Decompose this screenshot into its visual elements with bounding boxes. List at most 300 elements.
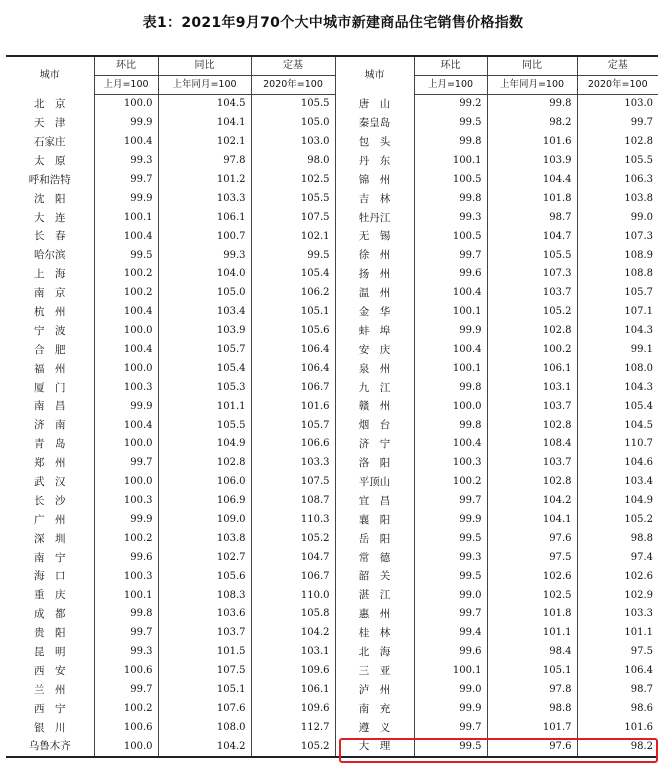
yoy-cell: 105.1: [158, 681, 251, 700]
yoy-cell: 108.0: [158, 718, 251, 737]
mom-cell-right: 99.5: [414, 114, 487, 133]
table-row: [6, 492, 658, 511]
mom-cell-right: 99.9: [414, 511, 487, 530]
yoy-cell-right: 97.5: [487, 548, 577, 567]
fixed-cell: 106.7: [251, 567, 335, 586]
city-cell: 深 圳: [34, 532, 66, 545]
fixed-cell: 98.0: [251, 152, 335, 171]
fixed-cell-right: 98.2: [577, 737, 658, 757]
city-cell-right: 惠 州: [335, 605, 414, 624]
fixed-cell: 106.1: [251, 681, 335, 700]
mom-cell-right: 100.5: [414, 171, 487, 190]
yoy-cell-right: 101.7: [487, 718, 577, 737]
yoy-cell-right: 105.1: [487, 662, 577, 681]
city-cell: 宁 波: [34, 324, 66, 337]
yoy-cell-right: 97.6: [487, 529, 577, 548]
fixed-cell: 107.5: [251, 473, 335, 492]
yoy-cell-right: 104.7: [487, 227, 577, 246]
table-row: [6, 662, 658, 681]
yoy-cell-right: 104.2: [487, 492, 577, 511]
mom-cell: 100.1: [94, 208, 158, 227]
mom-cell-right: 99.9: [414, 322, 487, 341]
mom-cell: 100.0: [94, 435, 158, 454]
table-row: [6, 189, 658, 208]
fixed-cell-right: 99.1: [577, 341, 658, 360]
city-cell-right: 赣 州: [335, 397, 414, 416]
city-cell: 兰 州: [34, 683, 66, 696]
fixed-cell: 105.2: [251, 737, 335, 757]
yoy-cell-right: 101.1: [487, 624, 577, 643]
table-row: [6, 397, 658, 416]
yoy-cell: 105.3: [158, 378, 251, 397]
yoy-header: 同比: [158, 56, 251, 76]
fixed-cell: 106.4: [251, 341, 335, 360]
mom-cell-right: 99.5: [414, 529, 487, 548]
fixed-cell: 107.5: [251, 208, 335, 227]
mom-cell-right: 99.7: [414, 605, 487, 624]
city-cell: 广 州: [34, 513, 66, 526]
fixed-cell-right: 101.6: [577, 718, 658, 737]
city-cell: 上 海: [34, 268, 66, 281]
mom-cell: 99.8: [94, 605, 158, 624]
city-cell: 北 京: [34, 97, 66, 110]
fixed-cell: 105.5: [251, 95, 335, 114]
table-row: [6, 265, 658, 284]
fixed-cell: 103.1: [251, 643, 335, 662]
fixed-cell: 104.2: [251, 624, 335, 643]
city-header: 城市: [6, 56, 94, 95]
fixed-cell-right: 104.3: [577, 378, 658, 397]
city-cell-right: 泸 州: [335, 681, 414, 700]
city-cell-right: 徐 州: [335, 246, 414, 265]
fixed-cell: 101.6: [251, 397, 335, 416]
fixed-cell-right: 105.2: [577, 511, 658, 530]
city-cell-right: 唐 山: [335, 95, 414, 114]
mom-cell: 100.6: [94, 662, 158, 681]
mom-cell: 100.4: [94, 303, 158, 322]
yoy-cell-right: 102.6: [487, 567, 577, 586]
fixed-cell: 110.3: [251, 511, 335, 530]
fixed-base-header-right: 2020年=100: [577, 76, 658, 95]
mom-cell: 100.2: [94, 284, 158, 303]
mom-cell: 100.4: [94, 341, 158, 360]
yoy-cell-right: 97.6: [487, 737, 577, 757]
city-cell-right: 丹 东: [335, 152, 414, 171]
city-cell-right: 济 宁: [335, 435, 414, 454]
yoy-cell-right: 104.1: [487, 511, 577, 530]
mom-cell: 99.9: [94, 189, 158, 208]
mom-cell: 99.7: [94, 454, 158, 473]
city-cell-right: 秦皇岛: [335, 114, 414, 133]
yoy-cell: 103.3: [158, 189, 251, 208]
yoy-cell-right: 100.2: [487, 341, 577, 360]
fixed-cell-right: 104.9: [577, 492, 658, 511]
fixed-cell: 106.6: [251, 435, 335, 454]
yoy-cell: 106.0: [158, 473, 251, 492]
table-row: [6, 416, 658, 435]
fixed-cell-right: 98.6: [577, 700, 658, 719]
price-index-table: [6, 55, 658, 758]
mom-cell-right: 99.6: [414, 643, 487, 662]
fixed-cell: 105.6: [251, 322, 335, 341]
yoy-cell-right: 102.5: [487, 586, 577, 605]
mom-cell: 99.9: [94, 397, 158, 416]
yoy-cell-right: 103.9: [487, 152, 577, 171]
yoy-cell: 106.1: [158, 208, 251, 227]
mom-cell: 99.7: [94, 624, 158, 643]
fixed-base-header: 2020年=100: [251, 76, 335, 95]
table-row: [6, 303, 658, 322]
city-cell-right: 九 江: [335, 378, 414, 397]
table-row: [6, 378, 658, 397]
yoy-cell: 105.5: [158, 416, 251, 435]
mom-cell-right: 100.4: [414, 341, 487, 360]
fixed-cell-right: 102.8: [577, 133, 658, 152]
city-cell: 太 原: [34, 154, 66, 167]
yoy-cell: 104.9: [158, 435, 251, 454]
header-row: [6, 56, 658, 76]
fixed-cell: 112.7: [251, 718, 335, 737]
mom-cell: 100.4: [94, 227, 158, 246]
mom-cell: 100.2: [94, 700, 158, 719]
fixed-cell-right: 104.5: [577, 416, 658, 435]
mom-cell-right: 99.6: [414, 265, 487, 284]
mom-base-header: 上月=100: [94, 76, 158, 95]
mom-header-right: 环比: [414, 56, 487, 76]
mom-cell: 100.3: [94, 567, 158, 586]
city-cell-right: 金 华: [335, 303, 414, 322]
yoy-cell-right: 104.4: [487, 171, 577, 190]
mom-cell-right: 99.9: [414, 700, 487, 719]
yoy-cell: 102.8: [158, 454, 251, 473]
yoy-cell-right: 97.8: [487, 681, 577, 700]
table-row: [6, 359, 658, 378]
yoy-cell: 101.5: [158, 643, 251, 662]
table-row: [6, 605, 658, 624]
fixed-cell: 105.7: [251, 416, 335, 435]
fixed-cell-right: 107.1: [577, 303, 658, 322]
city-cell: 重 庆: [34, 589, 66, 602]
yoy-header-right: 同比: [487, 56, 577, 76]
mom-cell: 99.3: [94, 643, 158, 662]
fixed-cell: 106.7: [251, 378, 335, 397]
yoy-base-header-right: 上年同月=100: [487, 76, 577, 95]
table-row: [6, 700, 658, 719]
mom-cell-right: 99.7: [414, 246, 487, 265]
mom-cell: 100.2: [94, 529, 158, 548]
city-cell-right: 岳 阳: [335, 529, 414, 548]
city-cell: 天 津: [34, 117, 66, 130]
table-row: [6, 548, 658, 567]
fixed-cell-right: 104.6: [577, 454, 658, 473]
city-cell: 银 川: [34, 721, 66, 734]
mom-cell-right: 99.7: [414, 492, 487, 511]
fixed-cell-right: 103.0: [577, 95, 658, 114]
yoy-cell-right: 103.7: [487, 397, 577, 416]
mom-cell-right: 100.3: [414, 454, 487, 473]
mom-cell-right: 100.1: [414, 303, 487, 322]
fixed-cell-right: 103.3: [577, 605, 658, 624]
fixed-cell: 106.4: [251, 359, 335, 378]
city-cell: 杭 州: [34, 305, 66, 318]
city-cell: 济 南: [34, 419, 66, 432]
fixed-cell-right: 101.1: [577, 624, 658, 643]
yoy-cell: 104.2: [158, 737, 251, 757]
mom-cell-right: 100.1: [414, 662, 487, 681]
fixed-cell-right: 103.4: [577, 473, 658, 492]
mom-cell: 99.9: [94, 114, 158, 133]
yoy-cell: 103.8: [158, 529, 251, 548]
yoy-cell: 105.7: [158, 341, 251, 360]
table-row: [6, 586, 658, 605]
fixed-cell-right: 108.9: [577, 246, 658, 265]
city-cell-right: 无 锡: [335, 227, 414, 246]
city-cell-right: 襄 阳: [335, 511, 414, 530]
city-cell-right: 韶 关: [335, 567, 414, 586]
mom-cell: 99.6: [94, 548, 158, 567]
city-cell: 成 都: [34, 608, 66, 621]
mom-base-header-right: 上月=100: [414, 76, 487, 95]
city-cell: 沈 阳: [34, 192, 66, 205]
table-row: [6, 322, 658, 341]
city-cell-right: 锦 州: [335, 171, 414, 190]
yoy-cell-right: 98.8: [487, 700, 577, 719]
table-row: [6, 737, 658, 757]
yoy-cell-right: 101.8: [487, 189, 577, 208]
city-cell: 南 京: [34, 287, 66, 300]
city-cell-right: 大 理: [335, 737, 414, 757]
yoy-cell: 107.5: [158, 662, 251, 681]
fixed-cell: 105.4: [251, 265, 335, 284]
mom-cell: 100.6: [94, 718, 158, 737]
yoy-cell: 109.0: [158, 511, 251, 530]
city-cell: 西 安: [34, 664, 66, 677]
city-cell: 贵 阳: [34, 627, 66, 640]
fixed-cell-right: 106.4: [577, 662, 658, 681]
mom-cell-right: 100.4: [414, 435, 487, 454]
mom-cell-right: 100.5: [414, 227, 487, 246]
mom-cell-right: 99.0: [414, 586, 487, 605]
fixed-cell-right: 97.5: [577, 643, 658, 662]
yoy-cell: 99.3: [158, 246, 251, 265]
yoy-cell-right: 98.4: [487, 643, 577, 662]
yoy-cell: 106.9: [158, 492, 251, 511]
city-cell-right: 宜 昌: [335, 492, 414, 511]
yoy-cell-right: 102.8: [487, 473, 577, 492]
city-cell: 乌鲁木齐: [6, 737, 94, 757]
yoy-cell: 104.5: [158, 95, 251, 114]
city-cell-right: 南 充: [335, 700, 414, 719]
fixed-cell-right: 105.7: [577, 284, 658, 303]
city-cell-right: 泉 州: [335, 359, 414, 378]
city-cell-right: 吉 林: [335, 189, 414, 208]
fixed-cell: 99.5: [251, 246, 335, 265]
table-row: [6, 341, 658, 360]
city-cell-right: 北 海: [335, 643, 414, 662]
mom-cell-right: 100.1: [414, 359, 487, 378]
mom-cell-right: 99.0: [414, 681, 487, 700]
yoy-cell-right: 105.2: [487, 303, 577, 322]
table-row: [6, 284, 658, 303]
fixed-cell-right: 105.5: [577, 152, 658, 171]
yoy-cell: 105.4: [158, 359, 251, 378]
page-title: 表1：2021年9月70个大中城市新建商品住宅销售价格指数: [142, 15, 524, 31]
city-cell: 郑 州: [34, 457, 66, 470]
mom-cell-right: 99.7: [414, 718, 487, 737]
table-row: [6, 643, 658, 662]
fixed-cell-right: 102.6: [577, 567, 658, 586]
city-header-right: 城市: [335, 56, 414, 95]
mom-cell: 100.0: [94, 473, 158, 492]
mom-cell: 99.7: [94, 171, 158, 190]
mom-cell-right: 100.2: [414, 473, 487, 492]
yoy-cell-right: 102.8: [487, 322, 577, 341]
mom-cell-right: 99.5: [414, 737, 487, 757]
yoy-cell-right: 98.2: [487, 114, 577, 133]
city-cell: 呼和浩特: [28, 173, 71, 186]
fixed-cell-right: 97.4: [577, 548, 658, 567]
fixed-cell: 105.0: [251, 114, 335, 133]
yoy-cell: 103.6: [158, 605, 251, 624]
mom-cell: 100.2: [94, 265, 158, 284]
city-cell-right: 扬 州: [335, 265, 414, 284]
fixed-cell-right: 98.7: [577, 681, 658, 700]
yoy-cell: 103.4: [158, 303, 251, 322]
fixed-cell: 109.6: [251, 700, 335, 719]
yoy-cell: 100.7: [158, 227, 251, 246]
yoy-cell: 101.2: [158, 171, 251, 190]
yoy-cell-right: 106.1: [487, 359, 577, 378]
mom-cell: 99.3: [94, 152, 158, 171]
mom-cell: 100.3: [94, 378, 158, 397]
yoy-base-header: 上年同月=100: [158, 76, 251, 95]
mom-cell: 100.4: [94, 416, 158, 435]
mom-cell-right: 99.5: [414, 567, 487, 586]
mom-cell: 100.0: [94, 737, 158, 757]
fixed-cell-right: 108.0: [577, 359, 658, 378]
fixed-cell-right: 108.8: [577, 265, 658, 284]
mom-cell: 99.5: [94, 246, 158, 265]
table-row: [6, 152, 658, 171]
city-cell-right: 三 亚: [335, 662, 414, 681]
city-cell-right: 平顶山: [335, 473, 414, 492]
mom-cell-right: 99.4: [414, 624, 487, 643]
yoy-cell: 104.0: [158, 265, 251, 284]
mom-cell-right: 99.8: [414, 133, 487, 152]
city-cell: 南 昌: [34, 400, 66, 413]
fixed-cell: 104.7: [251, 548, 335, 567]
yoy-cell-right: 103.1: [487, 378, 577, 397]
table-row: [6, 511, 658, 530]
mom-cell: 99.9: [94, 511, 158, 530]
fixed-cell-right: 98.8: [577, 529, 658, 548]
mom-cell-right: 99.3: [414, 548, 487, 567]
city-cell-right: 安 庆: [335, 341, 414, 360]
fixed-cell: 108.7: [251, 492, 335, 511]
table-row: [6, 567, 658, 586]
table-row: [6, 114, 658, 133]
mom-cell-right: 100.4: [414, 284, 487, 303]
yoy-cell: 105.0: [158, 284, 251, 303]
yoy-cell-right: 105.5: [487, 246, 577, 265]
table-row: [6, 454, 658, 473]
mom-cell: 100.1: [94, 586, 158, 605]
mom-cell: 100.4: [94, 133, 158, 152]
city-cell: 西 宁: [34, 702, 66, 715]
fixed-cell-right: 99.7: [577, 114, 658, 133]
table-row: [6, 95, 658, 114]
city-cell-right: 常 德: [335, 548, 414, 567]
city-cell-right: 蚌 埠: [335, 322, 414, 341]
city-cell: 青 岛: [34, 438, 66, 451]
fixed-cell: 102.1: [251, 227, 335, 246]
mom-cell-right: 99.8: [414, 189, 487, 208]
fixed-cell: 105.2: [251, 529, 335, 548]
fixed-cell: 106.2: [251, 284, 335, 303]
yoy-cell-right: 103.7: [487, 284, 577, 303]
fixed-cell-right: 102.9: [577, 586, 658, 605]
mom-cell: 100.0: [94, 359, 158, 378]
mom-cell-right: 99.8: [414, 378, 487, 397]
fixed-cell: 109.6: [251, 662, 335, 681]
mom-cell: 100.3: [94, 492, 158, 511]
mom-cell-right: 99.3: [414, 208, 487, 227]
fixed-cell-right: 99.0: [577, 208, 658, 227]
yoy-cell-right: 107.3: [487, 265, 577, 284]
city-cell-right: 桂 林: [335, 624, 414, 643]
fixed-cell: 110.0: [251, 586, 335, 605]
city-cell: 福 州: [34, 362, 66, 375]
city-cell: 哈尔滨: [34, 249, 66, 262]
table-row: [6, 133, 658, 152]
table-row: [6, 208, 658, 227]
city-cell: 长 沙: [34, 494, 66, 507]
yoy-cell: 105.6: [158, 567, 251, 586]
yoy-cell: 103.9: [158, 322, 251, 341]
yoy-cell-right: 99.8: [487, 95, 577, 114]
yoy-cell: 107.6: [158, 700, 251, 719]
city-cell: 石家庄: [34, 135, 66, 148]
yoy-cell-right: 101.8: [487, 605, 577, 624]
mom-cell-right: 99.2: [414, 95, 487, 114]
city-cell-right: 牡丹江: [335, 208, 414, 227]
yoy-cell-right: 108.4: [487, 435, 577, 454]
fixed-cell: 103.0: [251, 133, 335, 152]
city-cell: 昆 明: [34, 646, 66, 659]
city-cell: 合 肥: [34, 343, 66, 356]
city-cell: 海 口: [34, 570, 66, 583]
table-row: [6, 246, 658, 265]
city-cell-right: 洛 阳: [335, 454, 414, 473]
fixed-cell: 103.3: [251, 454, 335, 473]
mom-header: 环比: [94, 56, 158, 76]
fixed-cell-right: 107.3: [577, 227, 658, 246]
yoy-cell: 101.1: [158, 397, 251, 416]
mom-cell-right: 99.8: [414, 416, 487, 435]
fixed-header-right: 定基: [577, 56, 658, 76]
city-cell-right: 温 州: [335, 284, 414, 303]
fixed-cell: 102.5: [251, 171, 335, 190]
city-cell: 厦 门: [34, 381, 66, 394]
city-cell: 大 连: [34, 211, 66, 224]
table-row: [6, 227, 658, 246]
yoy-cell-right: 98.7: [487, 208, 577, 227]
city-cell-right: 遵 义: [335, 718, 414, 737]
fixed-cell: 105.8: [251, 605, 335, 624]
city-cell-right: 烟 台: [335, 416, 414, 435]
fixed-cell-right: 103.8: [577, 189, 658, 208]
city-cell: 武 汉: [34, 476, 66, 488]
